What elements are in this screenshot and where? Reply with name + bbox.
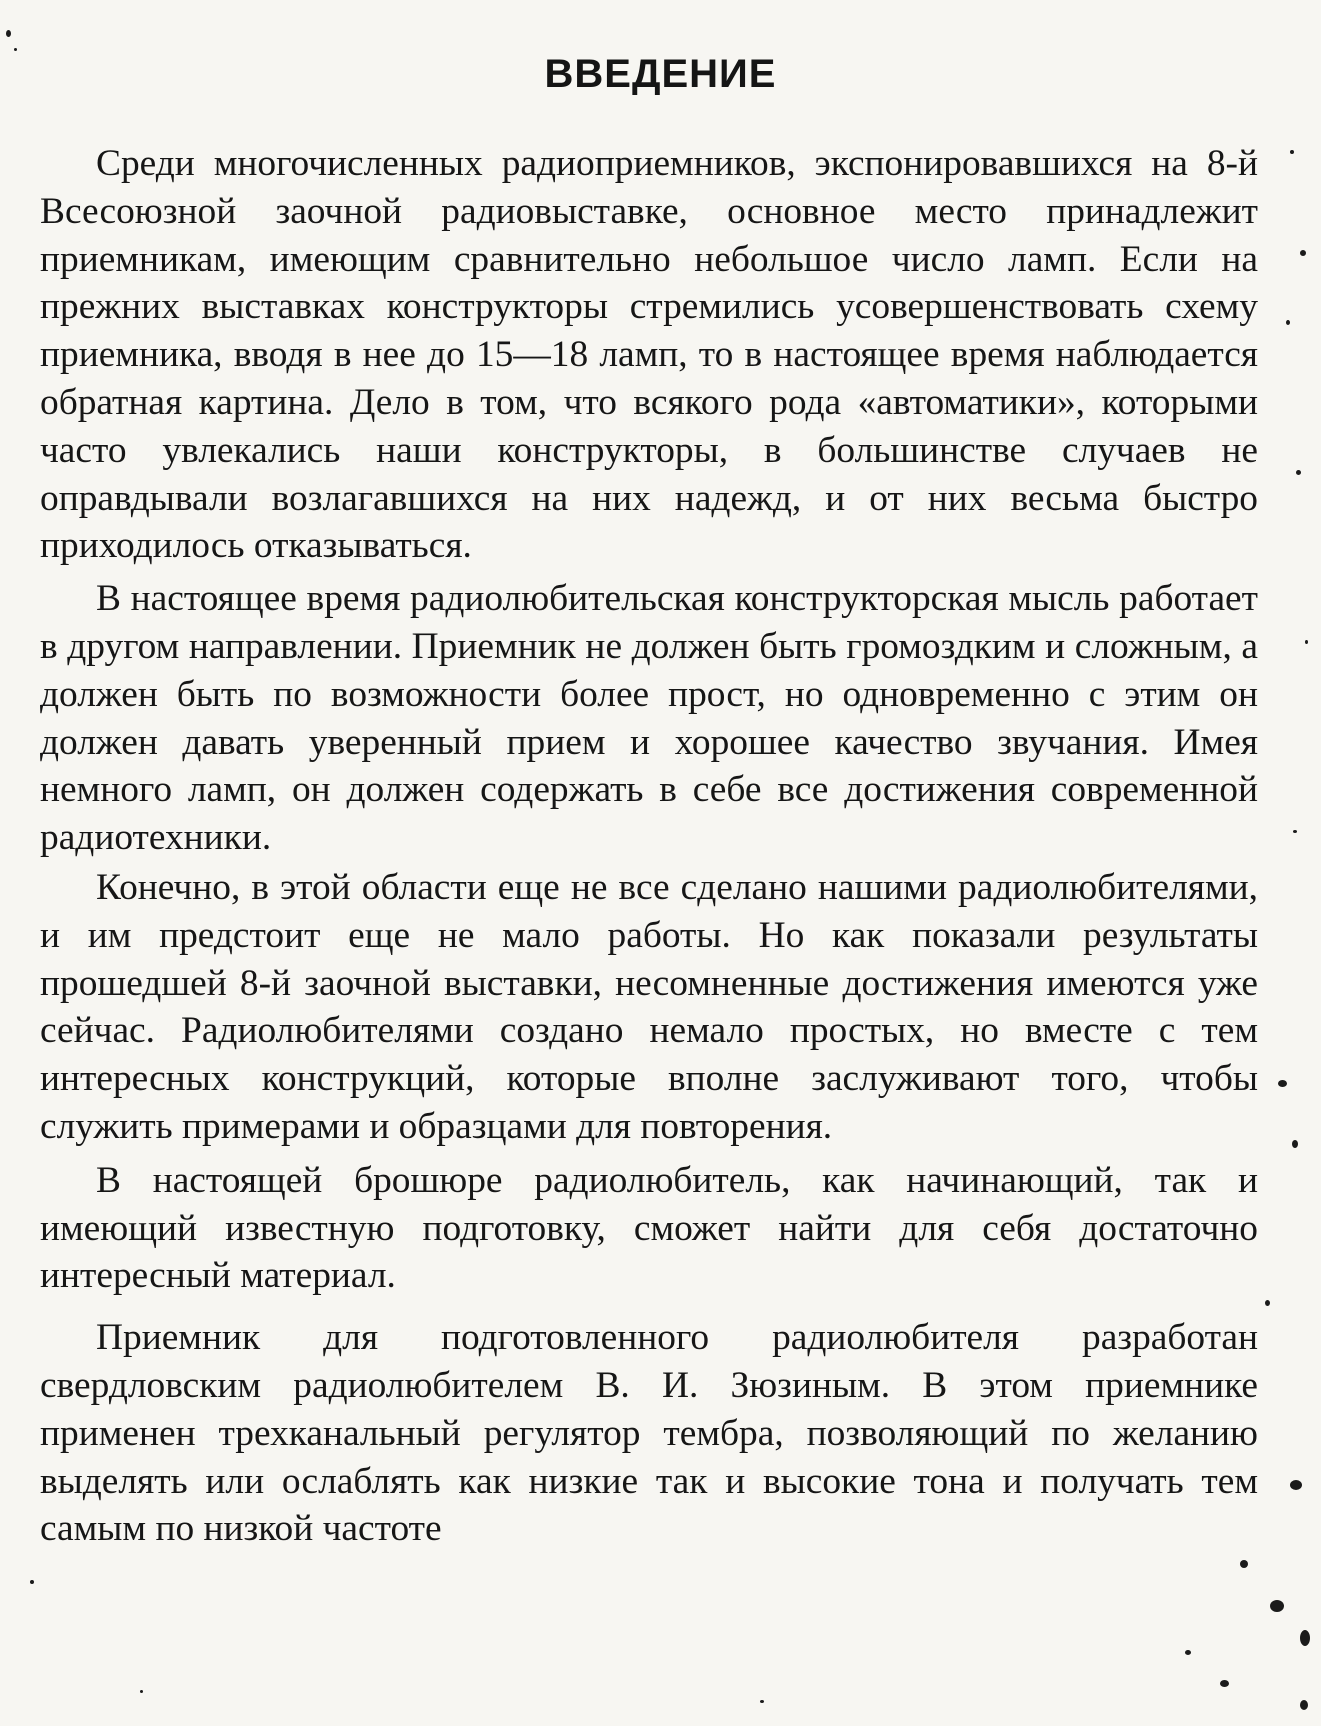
paragraph-1: Среди многочисленных радиоприемников, экспонировавшихся на 8-й Всесоюзной заочной радиовыставке, основное место принадлежит приемникам, имеющим сравнительно небольшое число ламп. Если на прежних выставках конструкторы стремились усовершенствовать схему приемника, вводя в нее до 15—18 ламп, то в настоящее время наблюдается обратная картина. Дело в том, что всякого рода «автоматики», которыми часто увлекались наши конструкторы, в большинстве случаев не оправдывали возлагавшихся на них надежд, и от них весьма быстро приходилось отказываться. <box>40 143 1258 567</box>
paragraph-3: Конечно, в этой области еще не все сделано нашими радиолюбителями, и им предстоит еще не мало работы. Но как показали результаты прошедшей 8-й заочной выставки, несомненные достижения имеются уже сейчас. Радиолюбителями создано немало простых, но вместе с тем интересных конструкций, которые вполне заслуживают того, чтобы служить примерами и образцами для повторения. <box>40 866 1258 1147</box>
body-text <box>40 140 1258 1553</box>
paragraph-5: Приемник для подготовленного радиолюбителя разработан свердловским радиолюбителем В. И. Зюзиным. В этом приемнике применен трехканальный регулятор тембра, позволяющий по желанию выделять или ослаблять как низкие так и высокие тона и получать тем самым по низкой частоте <box>40 1317 1258 1550</box>
page-title: ВВЕДЕНИЕ <box>544 52 777 96</box>
paragraph-4: В настоящей брошюре радиолюбитель, как начинающий, так и имеющий известную подготовку, сможет найти для себя достаточно интересный материал. <box>40 1159 1258 1297</box>
paragraph-2: В настоящее время радиолюбительская конструкторская мысль работает в другом направлении. Приемник не должен быть громоздким и сложным, а должен быть по возможности более прост, но одновременно с этим он должен давать уверенный прием и хорошее качество звучания. Имея немного ламп, он должен содержать в себе все достижения современной радиотехники. <box>40 578 1258 859</box>
